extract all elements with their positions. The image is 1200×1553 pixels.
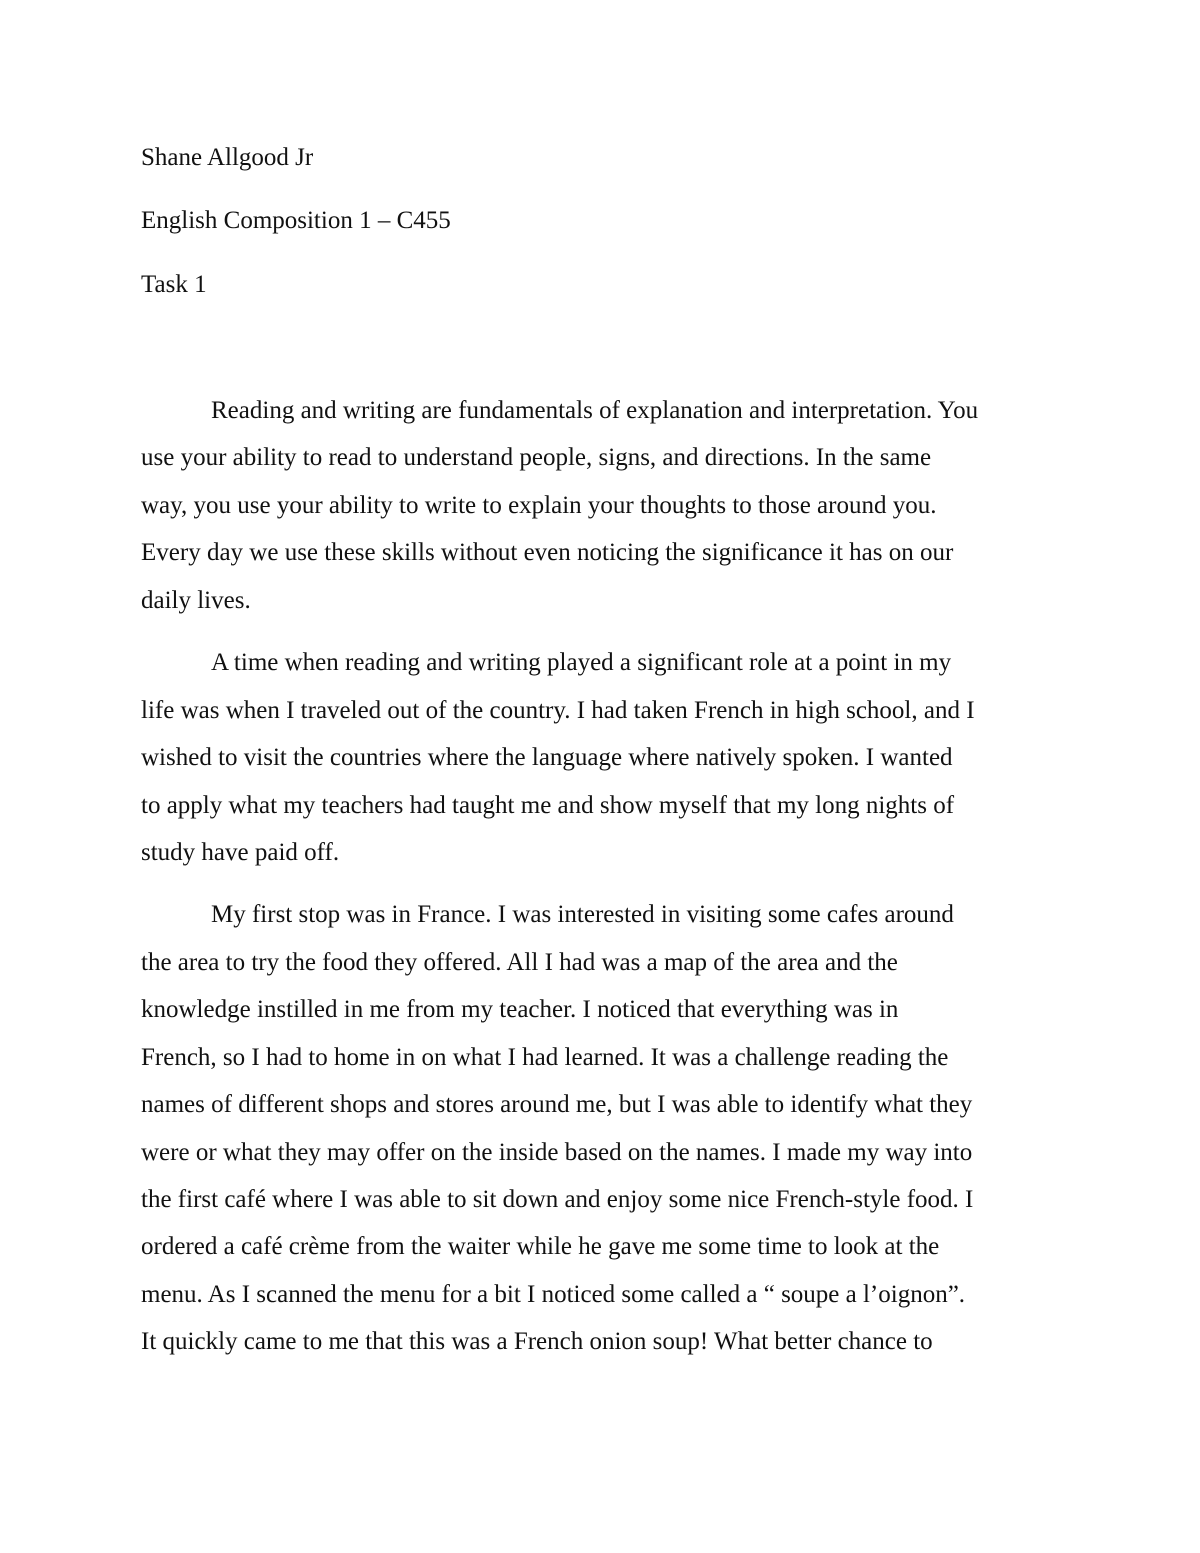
paragraph-1-line-1: Reading and writing are fundamentals of explanation and interpretation. You [211,397,979,424]
paragraph-2-line-5: study have paid off. [141,839,340,866]
paragraph-3-line-6: were or what they may offer on the inside based on the names. I made my way into [141,1139,973,1166]
paragraph-3-line-1: My first stop was in France. I was interested in visiting some cafes around [211,901,954,928]
paragraph-3-line-3: knowledge instilled in me from my teacher. I noticed that everything was in [141,996,899,1023]
author-name: Shane Allgood Jr [141,144,314,171]
paragraph-3-line-2: the area to try the food they offered. All I had was a map of the area and the [141,949,898,976]
paragraph-2-line-4: to apply what my teachers had taught me and show myself that my long nights of [141,792,955,819]
paragraph-3-line-8: ordered a café crème from the waiter while he gave me some time to look at the [141,1233,940,1260]
paragraph-3-line-9: menu. As I scanned the menu for a bit I noticed some called a “ soupe a l’oignon”. [141,1281,966,1308]
paragraph-3-line-5: names of different shops and stores around me, but I was able to identify what they [141,1091,973,1118]
paragraph-1-line-2: use your ability to read to understand people, signs, and directions. In the same [141,444,932,471]
paragraph-2-line-2: life was when I traveled out of the country. I had taken French in high school, and I [141,697,975,724]
paragraph-1-line-5: daily lives. [141,587,251,614]
course-title: English Composition 1 – C455 [141,207,451,234]
paragraph-3-line-7: the first café where I was able to sit down and enjoy some nice French-style food. I [141,1186,974,1213]
paragraph-3-line-10: It quickly came to me that this was a French onion soup! What better chance to [141,1328,933,1355]
paragraph-1-line-3: way, you use your ability to write to explain your thoughts to those around you. [141,492,937,519]
paragraph-2-line-1: A time when reading and writing played a significant role at a point in my [211,649,952,676]
paragraph-1-line-4: Every day we use these skills without even noticing the significance it has on our [141,539,954,566]
paragraph-2-line-3: wished to visit the countries where the language where natively spoken. I wanted [141,744,953,771]
task-label: Task 1 [141,271,207,298]
paragraph-3-line-4: French, so I had to home in on what I had learned. It was a challenge reading the [141,1044,949,1071]
